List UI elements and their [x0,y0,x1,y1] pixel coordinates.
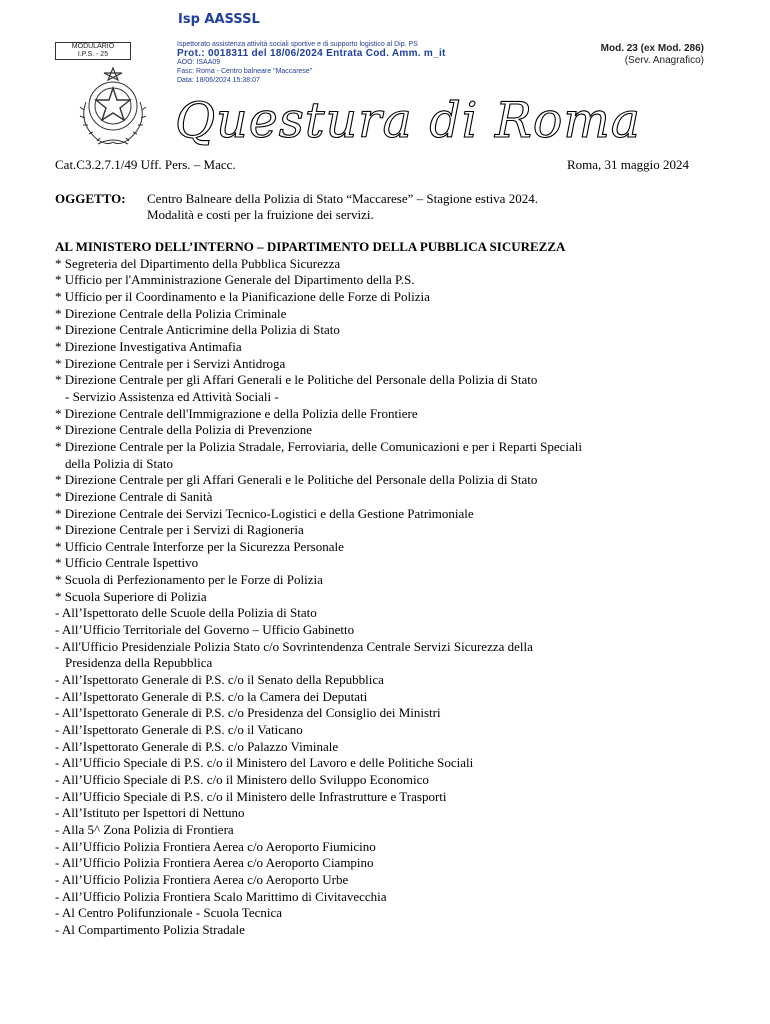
list-item: - All’Ispettorato delle Scuole della Polizia di Stato [55,605,317,621]
list-item: * Direzione Centrale dell'Immigrazione e della Polizia delle Frontiere [55,405,418,421]
list-item: - All’Ispettorato Generale di P.S. c/o il Vaticano [55,722,303,738]
document-date: Roma, 31 maggio 2024 [566,157,689,172]
list-item: - All’Ispettorato Generale di P.S. c/o il Senato della Repubblica [55,672,384,688]
protocol-stamp [177,40,446,85]
list-item: Presidenza della Repubblica [65,655,213,671]
list-item: - Servizio Assistenza ed Attività Sociali - [65,388,279,404]
list-item: - All’Ufficio Speciale di P.S. c/o il Ministero dello Sviluppo Economico [55,772,429,787]
list-item: * Direzione Centrale per la Polizia Stradale, Ferroviaria, delle Comunicazioni e per i Reparti Speciali [55,438,583,454]
form-model-service: (Serv. Anagrafico) [624,55,704,66]
protocol-aoo: AOO: ISAA09 [177,59,221,66]
list-item: - All'Ufficio Presidenziale Polizia Stato c/o Sovrintendenza Centrale Servizi Sicurezza della [55,638,533,654]
list-item: * Direzione Centrale di Sanità [55,488,213,504]
list-item: * Direzione Centrale dei Servizi Tecnico-Logistici e della Gestione Patrimoniale [55,505,474,521]
list-item: - All’Ufficio Polizia Frontiera Aerea c/o Aeroporto Urbe [55,871,349,887]
list-item: - All’Istituto per Ispettori di Nettuno [55,805,245,821]
modulario-label: MODULARIO [71,43,115,50]
list-item: - All’Ufficio Polizia Frontiera Aerea c/o Aeroporto Fiumicino [55,838,376,854]
list-item: * Direzione Centrale per gli Affari Generali e le Politiche del Personale della Polizia di Stato [55,472,538,488]
list-item: - All’Ufficio Polizia Frontiera Scalo Marittimo di Civitavecchia [55,888,387,904]
letterhead-title: Questura di Roma [175,92,642,149]
list-item: - All’Ispettorato Generale di P.S. c/o Palazzo Viminale [55,738,339,754]
list-item: * Direzione Centrale per i Servizi di Ragioneria [55,522,304,538]
modulario-code: I.P.S. - 25 [77,50,109,58]
list-item: * Direzione Investigativa Antimafia [55,338,242,354]
list-item: * Segreteria del Dipartimento della Pubblica Sicurezza [55,255,341,271]
list-item: * Direzione Centrale per i Servizi Antidroga [55,355,286,371]
list-item: * Ufficio Centrale Ispettivo [55,555,199,571]
list-item: - All’Ufficio Speciale di P.S. c/o il Ministero del Lavoro e delle Politiche Sociali [55,755,474,771]
list-item: * Ufficio per il Coordinamento e la Pianificazione delle Forze di Polizia [55,288,430,304]
subject-label: OGGETTO: [55,191,126,206]
list-item: * Scuola di Perfezionamento per le Forze di Polizia [55,572,323,588]
list-item: della Polizia di Stato [65,455,173,471]
list-item: - All’Ispettorato Generale di P.S. c/o la Camera dei Deputati [55,688,368,704]
list-item: * Ufficio per l'Amministrazione Generale del Dipartimento della P.S. [55,272,415,288]
list-item: - Alla 5^ Zona Polizia di Frontiera [55,821,234,837]
list-item: - Al Centro Polifunzionale - Scuola Tecnica [55,905,283,921]
protocol-file: Fasc: Roma - Centro balneare "Maccarese" [177,68,313,75]
recipients-list [55,239,715,939]
office-code: Isp AASSSL [178,12,260,27]
list-item: * Direzione Centrale della Polizia di Prevenzione [55,422,313,438]
reference-code: Cat.C3.2.7.1/49 Uff. Pers. – Macc. [55,157,236,172]
list-item: * Direzione Centrale per gli Affari Generali e le Politiche del Personale della Polizia di Stato [55,372,538,388]
list-item: - All’Ufficio Territoriale del Governo – Ufficio Gabinetto [55,622,355,638]
list-item: - All’Ufficio Polizia Frontiera Aerea c/o Aeroporto Ciampino [55,855,374,871]
list-item: * Ufficio Centrale Interforze per la Sicurezza Personale [55,538,344,554]
list-item: - Al Compartimento Polizia Stradale [55,921,245,937]
modulario-box [55,42,131,60]
list-item: * Scuola Superiore di Polizia [55,588,207,604]
form-model-reference [601,43,704,67]
list-item: * Direzione Centrale Anticrimine della Polizia di Stato [55,322,340,338]
subject-line: Modalità e costi per la fruizione dei servizi. [147,207,374,222]
protocol-office: Ispettorato assistenza attività sociali sportive e di supporto logistico al Dip. PS [177,41,418,48]
list-item: - All’Ufficio Speciale di P.S. c/o il Ministero delle Infrastrutture e Trasporti [55,788,447,804]
protocol-number: Prot.: 0018311 del 18/06/2024 Entrata Cod. Amm. m_it [177,48,446,59]
list-item: * Direzione Centrale della Polizia Criminale [55,305,287,321]
list-item: - All’Ispettorato Generale di P.S. c/o Presidenza del Consiglio dei Ministri [55,705,441,721]
republic-emblem-icon [70,62,156,152]
recipients-heading: AL MINISTERO DELL’INTERNO – DIPARTIMENTO DELLA PUBBLICA SICUREZZA [55,239,566,254]
form-model-number: Mod. 23 (ex Mod. 286) [600,43,704,54]
subject-text [147,191,707,223]
protocol-date: Data: 18/06/2024 15:38:07 [177,77,260,84]
subject-line: Centro Balneare della Polizia di Stato “Maccarese” – Stagione estiva 2024. [147,191,538,206]
